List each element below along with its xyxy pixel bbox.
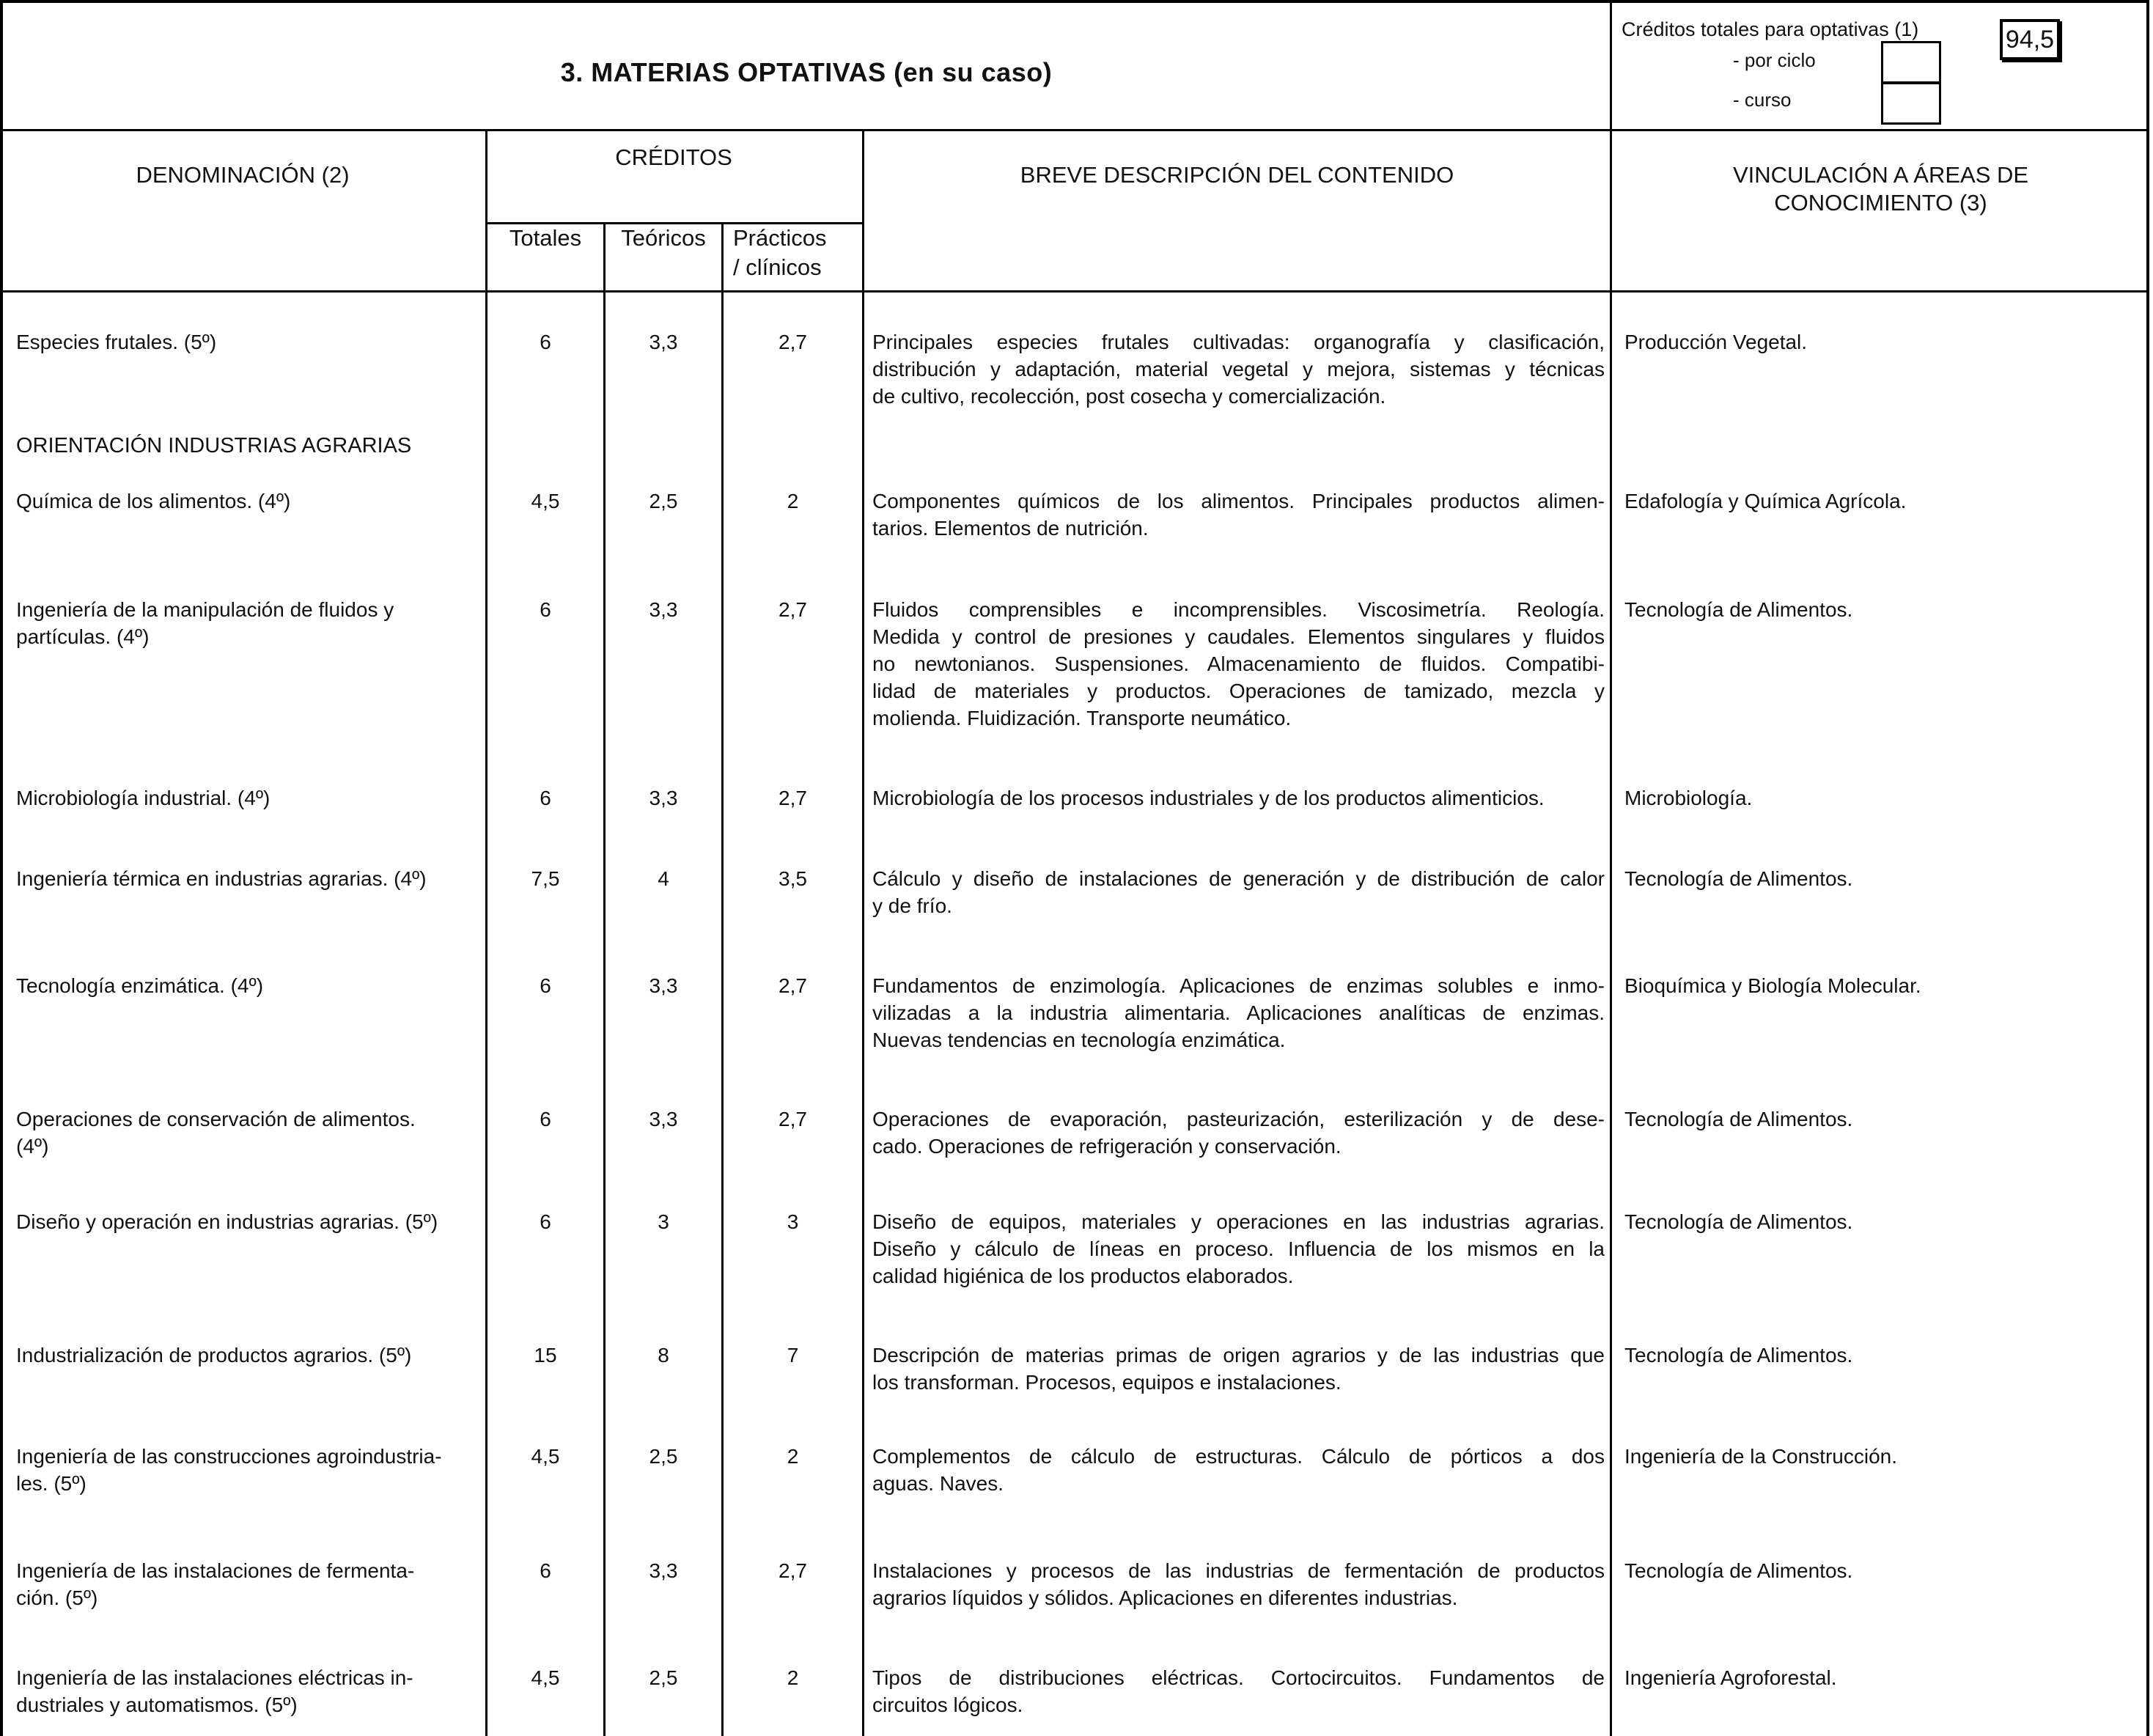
credits-teoricos: 3,3	[649, 974, 678, 997]
content-description: lidad de materiales y productos. Operaciones de tamizado, mezcla y	[872, 680, 1605, 702]
subject-name: partículas. (4º)	[16, 625, 150, 648]
knowledge-area: Tecnología de Alimentos.	[1624, 1108, 1853, 1130]
credits-teoricos: 2,5	[649, 1445, 678, 1468]
credits-totales: 6	[540, 331, 551, 353]
credits-totales: 7,5	[531, 867, 560, 890]
content-description: Nuevas tendencias en tecnología enzimática.	[872, 1029, 1286, 1051]
knowledge-area: Tecnología de Alimentos.	[1624, 1210, 1853, 1233]
knowledge-area: Tecnología de Alimentos.	[1624, 1344, 1853, 1367]
col-creditos: CRÉDITOS	[615, 144, 732, 170]
content-description: Principales especies frutales cultivadas: organografía y clasificación,	[872, 331, 1605, 353]
content-description: tarios. Elementos de nutrición.	[872, 517, 1149, 540]
content-description: Diseño y cálculo de líneas en proceso. Influencia de los mismos en la	[872, 1237, 1605, 1260]
credits-practicos: 2,7	[779, 787, 807, 809]
credits-totales: 4,5	[531, 490, 560, 512]
content-description: Fundamentos de enzimología. Aplicaciones de enzimas solubles e inmo-	[872, 974, 1605, 997]
content-description: no newtonianos. Suspensiones. Almacenamiento de fluidos. Compatibi-	[872, 652, 1605, 675]
credits-practicos: 2,7	[779, 974, 807, 997]
content-description: aguas. Naves.	[872, 1472, 1004, 1495]
curso-label: - curso	[1733, 89, 1792, 111]
subject-name: Ingeniería de las instalaciones de fermenta-	[16, 1559, 415, 1582]
knowledge-area: Producción Vegetal.	[1624, 331, 1808, 353]
subject-name: Microbiología industrial. (4º)	[16, 787, 270, 809]
knowledge-area: Tecnología de Alimentos.	[1624, 598, 1853, 621]
credits-practicos: 2,7	[779, 1559, 807, 1582]
knowledge-area: Edafología y Química Agrícola.	[1624, 490, 1907, 512]
credits-practicos: 7	[787, 1344, 799, 1367]
subject-name: Ingeniería de las instalaciones eléctricas in-	[16, 1666, 413, 1689]
col-vinculacion-line1: VINCULACIÓN A ÁREAS DE	[1732, 162, 2029, 188]
credits-totales: 6	[540, 974, 551, 997]
subject-name: Ingeniería de las construcciones agroindustria-	[16, 1445, 442, 1468]
credits-teoricos: 3,3	[649, 598, 678, 621]
credits-practicos: 3	[787, 1210, 799, 1233]
credits-totales: 6	[540, 1210, 551, 1233]
subject-name: Especies frutales. (5º)	[16, 331, 217, 353]
knowledge-area: Ingeniería de la Construcción.	[1624, 1445, 1897, 1468]
credits-teoricos: 3	[658, 1210, 669, 1233]
content-description: Medida y control de presiones y caudales. Elementos singulares y fluidos	[872, 625, 1605, 648]
subject-name: les. (5º)	[16, 1472, 87, 1495]
content-description: circuitos lógicos.	[872, 1693, 1023, 1716]
content-description: Descripción de materias primas de origen agrarios y de las industrias que	[872, 1344, 1605, 1367]
por-ciclo-box	[1881, 41, 1941, 84]
col-totales: Totales	[509, 225, 582, 251]
subject-name: Tecnología enzimática. (4º)	[16, 974, 264, 997]
credits-teoricos: 8	[658, 1344, 669, 1367]
column-divider-main	[1610, 0, 1612, 1736]
subject-name: Ingeniería térmica en industrias agrarias. (4º)	[16, 867, 427, 890]
credits-totales: 6	[540, 598, 551, 621]
subject-name: ción. (5º)	[16, 1586, 98, 1609]
content-description: de cultivo, recolección, post cosecha y comercialización.	[872, 385, 1386, 408]
credits-totales: 4,5	[531, 1445, 560, 1468]
col-vinculacion-line2: CONOCIMIENTO (3)	[1774, 190, 1987, 216]
knowledge-area: Bioquímica y Biología Molecular.	[1624, 974, 1921, 997]
knowledge-area: Microbiología.	[1624, 787, 1753, 809]
credits-teoricos: 3,3	[649, 1559, 678, 1582]
col-descripcion: BREVE DESCRIPCIÓN DEL CONTENIDO	[1020, 162, 1454, 188]
content-description: Cálculo y diseño de instalaciones de generación y de distribución de calor	[872, 867, 1605, 890]
content-description: Microbiología de los procesos industriales y de los productos alimenticios.	[872, 787, 1545, 809]
credits-teoricos: 2,5	[649, 490, 678, 512]
knowledge-area: Ingeniería Agroforestal.	[1624, 1666, 1837, 1689]
subject-name: Química de los alimentos. (4º)	[16, 490, 291, 512]
total-credits-value: 94,5	[2000, 19, 2060, 60]
credits-teoricos: 3,3	[649, 1108, 678, 1130]
knowledge-area: Tecnología de Alimentos.	[1624, 1559, 1853, 1582]
credits-practicos: 2	[787, 490, 799, 512]
content-description: Operaciones de evaporación, pasteurización, esterilización y de dese-	[872, 1108, 1605, 1130]
credits-totales: 4,5	[531, 1666, 560, 1689]
column-divider-creditos	[862, 129, 864, 1736]
credits-totales: 6	[540, 787, 551, 809]
credits-totales: 6	[540, 1559, 551, 1582]
content-description: distribución y adaptación, material vegetal y mejora, sistemas y técnicas	[872, 358, 1605, 380]
content-description: Diseño de equipos, materiales y operaciones en las industrias agrarias.	[872, 1210, 1605, 1233]
credits-teoricos: 3,3	[649, 331, 678, 353]
page-title: 3. MATERIAS OPTATIVAS (en su caso)	[560, 57, 1053, 87]
content-description: Instalaciones y procesos de las industrias de fermentación de productos	[872, 1559, 1605, 1582]
content-description: agrarios líquidos y sólidos. Aplicaciones en diferentes industrias.	[872, 1586, 1458, 1609]
content-description: los transforman. Procesos, equipos e instalaciones.	[872, 1371, 1342, 1394]
column-divider-denominacion	[485, 129, 487, 1736]
credits-practicos: 3,5	[779, 867, 807, 890]
credits-totales: 15	[534, 1344, 557, 1367]
credits-totales: 6	[540, 1108, 551, 1130]
content-description: vilizadas a la industria alimentaria. Aplicaciones analíticas de enzimas.	[872, 1001, 1605, 1024]
content-description: molienda. Fluidización. Transporte neumático.	[872, 707, 1292, 729]
content-description: Complementos de cálculo de estructuras. Cálculo de pórticos a dos	[872, 1445, 1605, 1468]
header-bottom-divider	[0, 290, 2149, 293]
col-denominacion: DENOMINACIÓN (2)	[136, 162, 350, 188]
col-practicos-line2: / clínicos	[733, 254, 822, 280]
subject-name: Industrialización de productos agrarios. (5º)	[16, 1344, 412, 1367]
content-description: Tipos de distribuciones eléctricas. Cortocircuitos. Fundamentos de	[872, 1666, 1605, 1689]
subject-name: Operaciones de conservación de alimentos.	[16, 1108, 416, 1130]
subject-name: (4º)	[16, 1135, 49, 1158]
credits-practicos: 2	[787, 1666, 799, 1689]
section-heading: ORIENTACIÓN INDUSTRIAS AGRARIAS	[16, 434, 412, 457]
col-practicos-line1: Prácticos	[733, 225, 827, 251]
credits-teoricos: 3,3	[649, 787, 678, 809]
credits-total-label: Créditos totales para optativas (1)	[1622, 18, 1919, 40]
content-description: y de frío.	[872, 894, 952, 917]
knowledge-area: Tecnología de Alimentos.	[1624, 867, 1853, 890]
credits-practicos: 2,7	[779, 1108, 807, 1130]
col-teoricos: Teóricos	[621, 225, 706, 251]
content-description: Componentes químicos de los alimentos. Principales productos alimen-	[872, 490, 1605, 512]
content-description: Fluidos comprensibles e incomprensibles. Viscosimetría. Reología.	[872, 598, 1605, 621]
credits-practicos: 2,7	[779, 598, 807, 621]
subject-name: Diseño y operación en industrias agrarias. (5º)	[16, 1210, 438, 1233]
credits-practicos: 2	[787, 1445, 799, 1468]
credits-teoricos: 2,5	[649, 1666, 678, 1689]
content-description: cado. Operaciones de refrigeración y conservación.	[872, 1135, 1342, 1158]
por-ciclo-label: - por ciclo	[1733, 49, 1816, 71]
header-divider	[0, 129, 2149, 131]
credits-teoricos: 4	[658, 867, 669, 890]
curso-box	[1881, 82, 1941, 125]
subject-name: dustriales y automatismos. (5º)	[16, 1693, 298, 1716]
credits-practicos: 2,7	[779, 331, 807, 353]
content-description: calidad higiénica de los productos elaborados.	[872, 1265, 1294, 1287]
subject-name: Ingeniería de la manipulación de fluidos y	[16, 598, 394, 621]
